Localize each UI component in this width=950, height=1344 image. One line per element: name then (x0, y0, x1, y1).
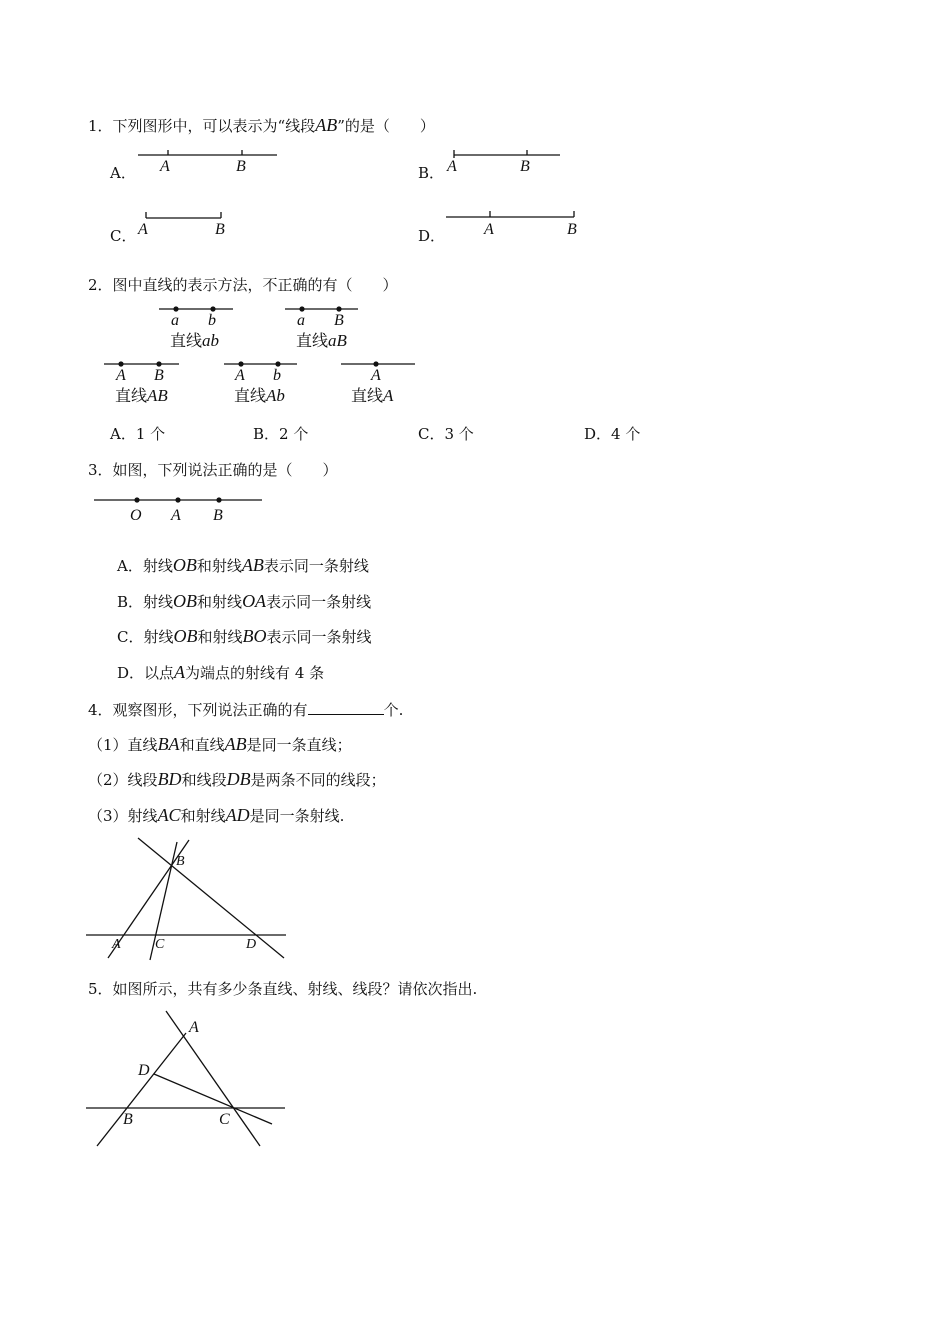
q1d-label-a: A (484, 221, 494, 238)
q2-fig2-label-1: a (297, 312, 305, 329)
q2-stem-text: 图中直线的表示方法，不正确的有（ ） (112, 276, 398, 294)
q3-number: 3． (88, 461, 113, 479)
q2-fig3-caption: 直线AB (115, 386, 168, 405)
q2-option-a: A．1 个 (110, 425, 166, 443)
q4-label-b: B (176, 854, 185, 869)
q5-label-d: D (138, 1062, 150, 1079)
q1c-label-a: A (138, 221, 148, 238)
q2-fig3-label-1: A (116, 367, 126, 384)
q5-number: 5． (88, 980, 113, 998)
q5-stem-text: 如图所示，共有多少条直线、射线、线段？请依次指出. (112, 980, 478, 998)
q2-fig1-caption: 直线ab (170, 331, 220, 350)
q1-stem-post: ”的是（ ） (337, 117, 435, 135)
q3-label-b: B (213, 507, 223, 524)
q2-fig4-caption: 直线Ab (234, 386, 285, 405)
q4-statement-2: （2）线段BD和线段DB是两条不同的线段； (88, 769, 386, 789)
q2-fig4-label-2: b (273, 367, 281, 384)
q1a-label-b: B (236, 158, 246, 175)
q2-fig1-label-1: a (171, 312, 179, 329)
q1-stem-math: AB (315, 115, 338, 135)
q1d-label-b: B (567, 221, 577, 238)
q2-fig3-label-2: B (154, 367, 164, 384)
q2-option-d: D．4 个 (584, 425, 641, 443)
q2-number: 2． (88, 276, 113, 294)
q2-fig5-label-1: A (371, 367, 381, 384)
q4-number: 4． (88, 701, 113, 719)
q2-fig2-label-2: B (334, 312, 344, 329)
q2-fig1-label-2: b (208, 312, 216, 329)
q5-ray-dc (154, 1074, 272, 1124)
q1-number: 1． (88, 117, 113, 135)
q1-option-b-key: B． (418, 164, 445, 182)
q4-stem-post: 个. (383, 701, 404, 719)
q4-statement-3: （3）射线AC和射线AD是同一条射线. (88, 805, 345, 825)
q1-stem-pre: 下列图形中，可以表示为“线段 (112, 117, 316, 135)
q1b-label-b: B (520, 158, 530, 175)
q5-label-a: A (189, 1019, 199, 1036)
q2-option-b: B．2 个 (253, 425, 309, 443)
q1-option-d-key: D． (418, 227, 446, 245)
q1a-label-a: A (160, 158, 170, 175)
q5-line-ac (166, 1011, 260, 1146)
q2-fig4-label-1: A (235, 367, 245, 384)
q4-stem-pre: 观察图形，下列说法正确的有 (112, 701, 308, 719)
q5-line-ab (97, 1033, 186, 1146)
q1c-label-b: B (215, 221, 225, 238)
q5-label-b: B (123, 1111, 133, 1128)
q3-option-c: C．射线OB和射线BO表示同一条射线 (117, 626, 372, 646)
q3-option-a: A．射线OB和射线AB表示同一条射线 (117, 555, 369, 575)
q2-option-c: C．3 个 (418, 425, 474, 443)
q3-label-o: O (130, 507, 142, 524)
q4-statement-1: （1）直线BA和直线AB是同一条直线； (88, 734, 352, 754)
q2-fig2-caption: 直线aB (296, 331, 347, 350)
q1b-label-a: A (447, 158, 457, 175)
q3-stem-text: 如图，下列说法正确的是（ ） (112, 461, 338, 479)
q2-fig5-caption: 直线A (351, 386, 394, 405)
q1-option-a-key: A． (110, 164, 136, 182)
q3-label-a: A (171, 507, 181, 524)
q4-label-d: D (246, 937, 257, 952)
q5-label-c: C (219, 1111, 230, 1128)
q4-label-a: A (112, 937, 121, 952)
q1-option-c-key: C． (110, 227, 137, 245)
q3-option-b: B．射线OB和射线OA表示同一条射线 (117, 591, 372, 611)
q4-label-c: C (155, 937, 165, 952)
q3-option-d: D．以点A为端点的射线有 4 条 (117, 662, 325, 682)
